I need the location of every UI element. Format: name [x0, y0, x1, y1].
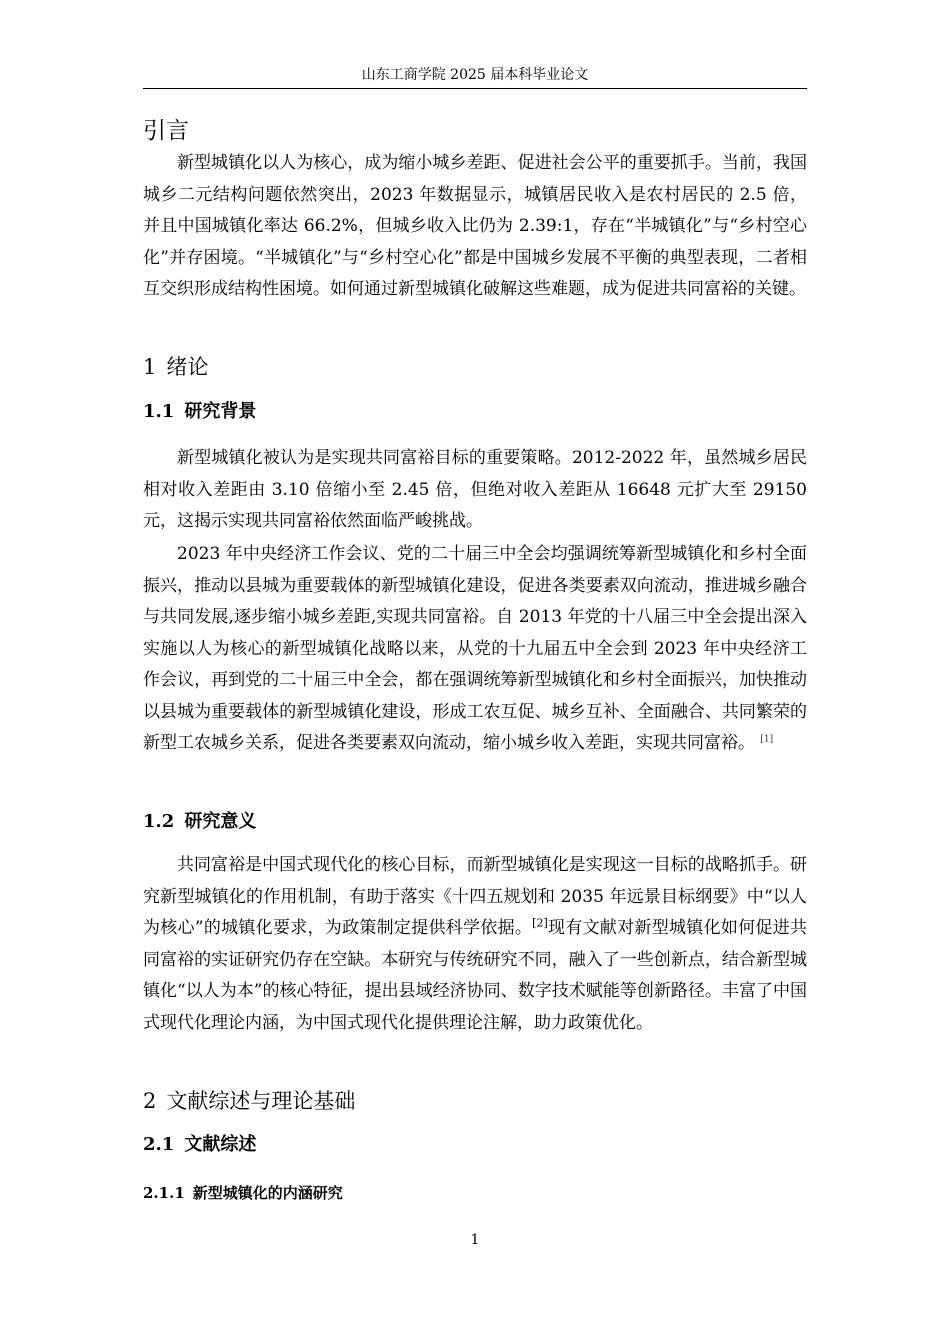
section-1-1-heading [143, 398, 256, 426]
section-2-1-heading [143, 1131, 256, 1159]
section-2-heading [143, 1086, 355, 1116]
significance-paragraph [143, 850, 807, 1039]
paragraph-text-b: 现有文献对新型城镇化如何促进共同富裕的实证研究仍存在空缺。本研究与传统研究不同，融入了一些创新点，结合新型城镇化“以人为本”的核心特征，提出县域经济协同、数字技术赋能等创新路径。丰富了中国式现代化理论内涵，为中国式现代化提供理论注解，助力政策优化。 [143, 918, 807, 1033]
intro-paragraph: 新型城镇化以人为核心，成为缩小城乡差距、促进社会公平的重要抓手。当前，我国城乡二元结构问题依然突出，2023 年数据显示，城镇居民收入是农村居民的 2.5 倍，并且中国城镇化率达 66.2%，但城乡收入比仍为 2.39:1，存在“半城镇化”与“乡村空心化”并存困境。“半城镇化”与“乡村空心化”都是中国城乡发展不平衡的典型表现，二者相互交织形成结构性困境。如何通过新型城镇化破解这些难题，成为促进共同富裕的关键。 [143, 153, 807, 299]
section-1-2-heading [143, 808, 256, 836]
section-title: 文献综述与理论基础 [166, 1089, 356, 1113]
subsection-number: 2.1 [143, 1134, 175, 1155]
subsection-number: 1.1 [143, 401, 175, 422]
paragraph-text: 2023 年中央经济工作会议、党的二十届三中全会均强调统筹新型城镇化和乡村全面振兴，推动以县城为重要载体的新型城镇化建设，促进各类要素双向流动，推进城乡融合与共同发展,逐步缩小城乡差距,实现共同富裕。自 2013 年党的十八届三中全会提出深入实施以人为核心的新型城镇化战略以来，从党的十九届五中全会到 2023 年中央经济工作会议，再到党的二十届三中全会，都在强调统筹新型城镇化和乡村全面振兴，加快推动以县城为重要载体的新型城镇化建设，形成工农互促、城乡互补、全面融合、共同繁荣的新型工农城乡关系，促进各类要素双向流动，缩小城乡收入差距，实现共同富裕。 [143, 544, 807, 753]
paragraph-text-a: 共同富裕是中国式现代化的核心目标，而新型城镇化是实现这一目标的战略抓手。研究新型城镇化的作用机制，有助于落实《十四五规划和 2035 年远景目标纲要》中“以人为核心”的城镇化要求，为政策制定提供科学依据。 [143, 855, 807, 938]
subsubsection-title: 新型城镇化的内涵研究 [192, 1184, 343, 1202]
running-header: 山东工商学院 2025 届本科毕业论文 [361, 67, 589, 83]
background-paragraph-1: 新型城镇化被认为是实现共同富裕目标的重要策略。2012-2022 年，虽然城乡居民相对收入差距由 3.10 倍缩小至 2.45 倍，但绝对收入差距从 16648 元扩大至 29150 元，这揭示实现共同富裕依然面临严峻挑战。 [143, 448, 807, 531]
citation-marker[interactable]: [2] [532, 916, 548, 930]
subsection-title: 研究背景 [184, 401, 257, 422]
subsection-number: 1.2 [143, 811, 175, 832]
intro-heading: 引言 [143, 118, 189, 144]
section-number: 2 [143, 1089, 157, 1113]
header-rule [143, 88, 807, 89]
page-number: 1 [470, 1232, 480, 1248]
section-2-1-1-heading [143, 1181, 343, 1205]
background-paragraph-2 [143, 539, 807, 760]
subsubsection-number: 2.1.1 [143, 1184, 185, 1202]
section-title: 绪论 [166, 355, 209, 379]
section-number: 1 [143, 355, 157, 379]
section-1-heading [143, 352, 208, 382]
subsection-title: 研究意义 [184, 811, 257, 832]
subsection-title: 文献综述 [184, 1134, 257, 1155]
citation-marker[interactable]: [1] [760, 734, 774, 745]
